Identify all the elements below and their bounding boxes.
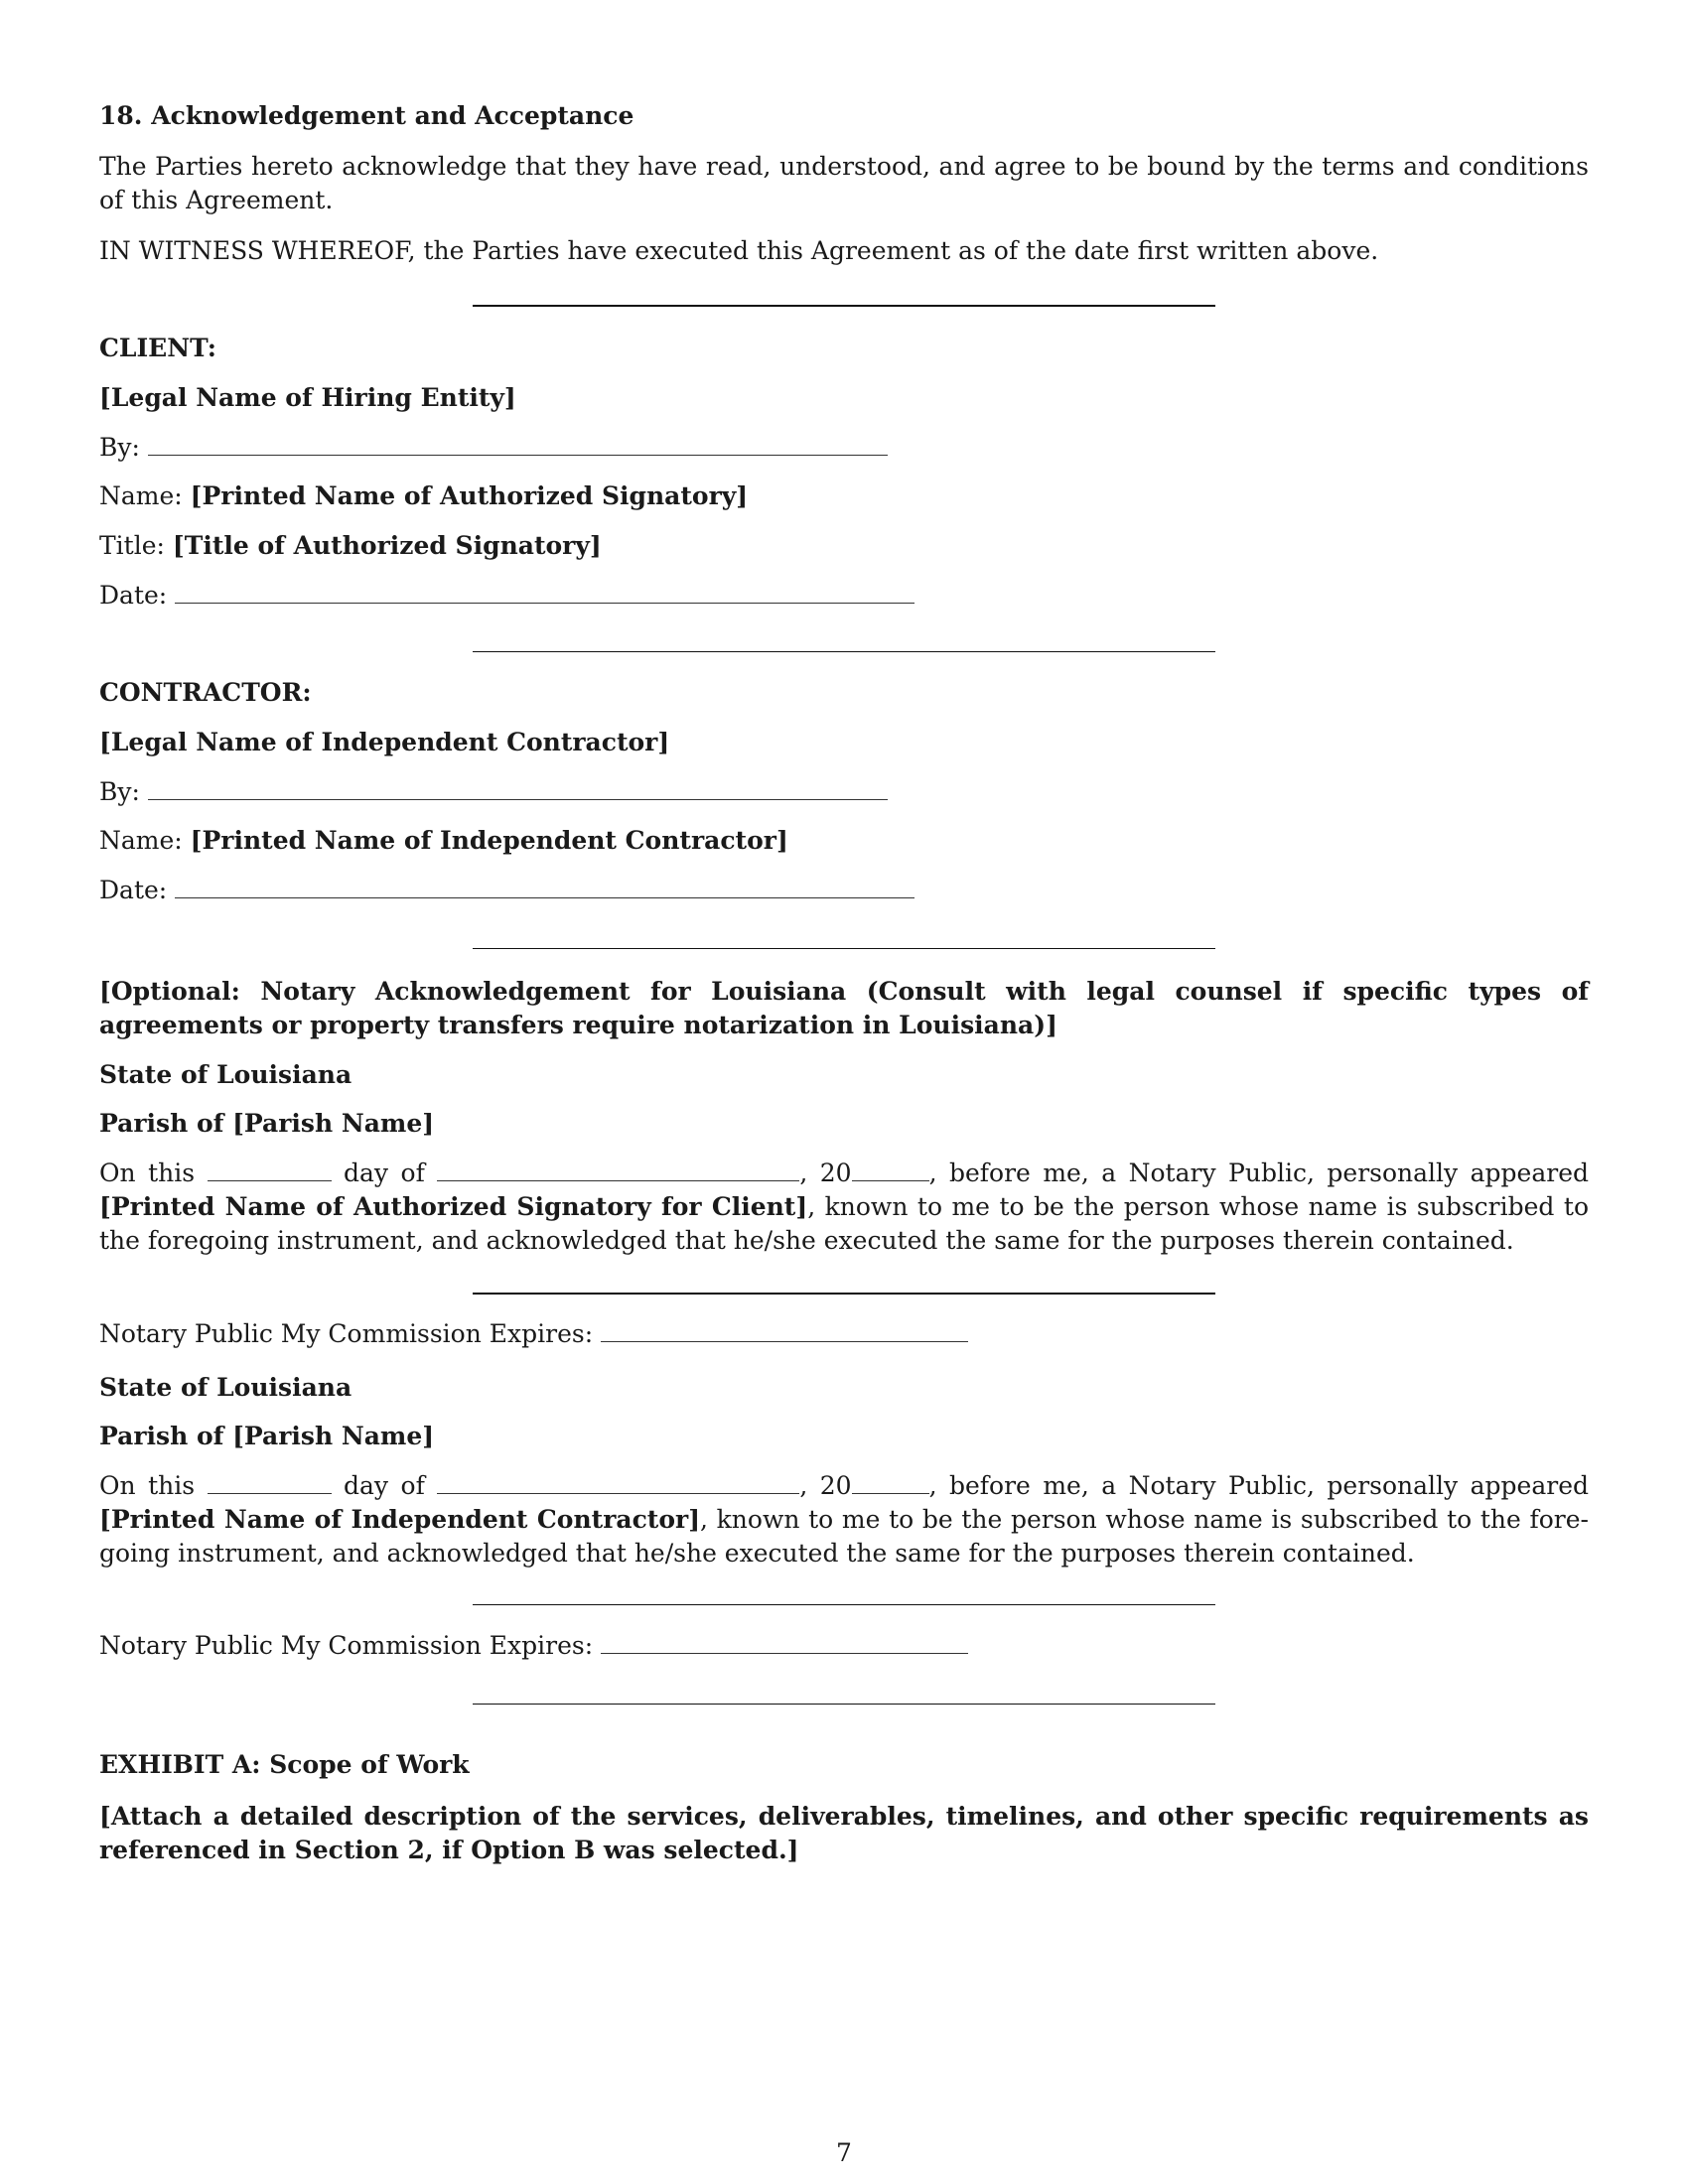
on-this-text: On this	[99, 1471, 196, 1500]
client-title-value: [Title of Authorized Signatory]	[172, 531, 602, 560]
by-label: By:	[99, 433, 140, 462]
notary-paragraph-rest: , known to me to be the person whose name is subscribed to the fore-going instrument, and acknowledged that he/she executed the same for the purposes therein contained.	[99, 1505, 1589, 1568]
client-heading: CLIENT:	[99, 334, 217, 362]
day-of-text: day of	[344, 1159, 425, 1187]
commission-label: Notary Public My Commission Expires:	[99, 1319, 594, 1348]
witness-paragraph: IN WITNESS WHEREOF, the Parties have executed this Agreement as of the date first written above.	[99, 236, 1379, 265]
day-blank[interactable]	[208, 1471, 332, 1494]
commission-blank[interactable]	[601, 1631, 968, 1654]
notary-printed-name: [Printed Name of Authorized Signatory for Client]	[99, 1192, 808, 1221]
commission-blank[interactable]	[601, 1319, 968, 1342]
notary-paragraph-client	[99, 1157, 1589, 1258]
name-label: Name:	[99, 481, 183, 510]
exhibit-body: [Attach a detailed description of the services, deliverables, timelines, and other specific requirements as referenced in Section 2, if Option B was selected.]	[99, 1802, 1589, 1864]
title-label: Title:	[99, 531, 165, 560]
client-title-line	[99, 529, 602, 563]
client-signature-blank[interactable]	[148, 433, 888, 456]
date-label: Date:	[99, 581, 168, 610]
before-me-text: , before me, a Notary Public, personally appeared	[928, 1471, 1589, 1500]
notary-optional-heading: [Optional: Notary Acknowledgement for Louisiana (Consult with legal counsel if specific types of agreements or property transfers require notarization in Louisiana)]	[99, 977, 1589, 1039]
contractor-date-blank[interactable]	[175, 876, 914, 898]
notary-paragraph-contractor	[99, 1469, 1589, 1570]
month-blank[interactable]	[437, 1159, 799, 1181]
divider	[473, 1604, 1215, 1605]
year-prefix-text: , 20	[799, 1159, 852, 1187]
notary-printed-name: [Printed Name of Independent Contractor]	[99, 1505, 701, 1534]
contractor-date-line	[99, 874, 914, 907]
client-name-line	[99, 479, 748, 513]
notary-state: State of Louisiana	[99, 1060, 352, 1089]
client-date-line	[99, 579, 914, 613]
name-label: Name:	[99, 826, 183, 855]
year-prefix-text: , 20	[799, 1471, 852, 1500]
date-label: Date:	[99, 876, 168, 904]
year-blank[interactable]	[852, 1471, 929, 1494]
client-legal-name: [Legal Name of Hiring Entity]	[99, 383, 516, 412]
year-blank[interactable]	[852, 1159, 929, 1181]
before-me-text: , before me, a Notary Public, personally appeared	[928, 1159, 1589, 1187]
page-number: 7	[836, 2138, 852, 2167]
contractor-legal-name: [Legal Name of Independent Contractor]	[99, 728, 670, 756]
by-label: By:	[99, 777, 140, 806]
divider	[473, 651, 1215, 652]
divider	[473, 305, 1215, 307]
divider	[473, 1293, 1215, 1295]
notary-state: State of Louisiana	[99, 1373, 352, 1402]
contractor-signature-blank[interactable]	[148, 777, 888, 800]
month-blank[interactable]	[437, 1471, 799, 1494]
on-this-text: On this	[99, 1159, 196, 1187]
client-name-value: [Printed Name of Authorized Signatory]	[190, 481, 749, 510]
contractor-heading: CONTRACTOR:	[99, 678, 312, 707]
contractor-name-line	[99, 824, 788, 858]
commission-label: Notary Public My Commission Expires:	[99, 1631, 594, 1660]
contractor-by-line	[99, 775, 888, 809]
acknowledgement-paragraph: The Parties hereto acknowledge that they have read, understood, and agree to be bound by the terms and conditions of this Agreement.	[99, 152, 1589, 214]
day-of-text: day of	[344, 1471, 425, 1500]
notary-paragraph-rest: , known to me to be the person whose name is subscribed to the foregoing instrument, and acknowledged that he/she executed the same for the purposes therein contained.	[99, 1192, 1590, 1255]
commission-expires-line	[99, 1317, 968, 1351]
divider	[473, 1704, 1215, 1705]
commission-expires-line	[99, 1629, 968, 1663]
notary-parish: Parish of [Parish Name]	[99, 1422, 435, 1450]
day-blank[interactable]	[208, 1159, 332, 1181]
contractor-name-value: [Printed Name of Independent Contractor]	[190, 826, 788, 855]
client-date-blank[interactable]	[175, 581, 914, 604]
client-by-line	[99, 431, 888, 465]
notary-parish: Parish of [Parish Name]	[99, 1109, 435, 1138]
divider	[473, 948, 1215, 949]
exhibit-heading: EXHIBIT A: Scope of Work	[99, 1750, 470, 1779]
section-heading: 18. Acknowledgement and Acceptance	[99, 101, 634, 130]
